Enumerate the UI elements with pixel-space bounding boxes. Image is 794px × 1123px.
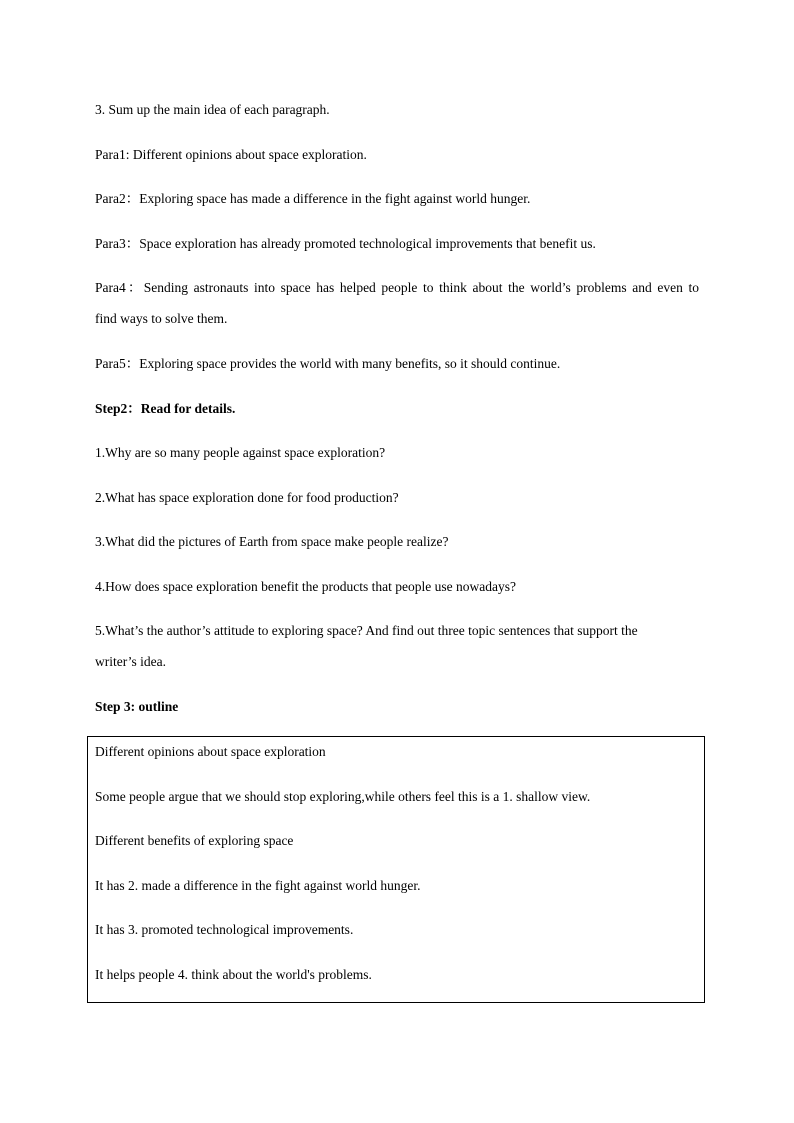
para4-summary-line2: find ways to solve them. bbox=[95, 311, 228, 326]
task3-heading: 3. Sum up the main idea of each paragraph. bbox=[95, 102, 330, 117]
para2-summary: Para2：Exploring space has made a difference in the fight against world hunger. bbox=[95, 191, 531, 206]
step3-heading: Step 3: outline bbox=[95, 699, 179, 714]
outline-line-2: Some people argue that we should stop exploring,while others feel this is a 1. shallow view. bbox=[95, 789, 591, 804]
outline-line-4: It has 2. made a difference in the fight against world hunger. bbox=[95, 878, 421, 893]
question-5-line1: 5.What’s the author’s attitude to exploring space? And find out three topic sentences that support the bbox=[95, 623, 638, 638]
question-5-line2: writer’s idea. bbox=[95, 654, 166, 669]
question-1: 1.Why are so many people against space exploration? bbox=[95, 445, 386, 460]
outline-line-3: Different benefits of exploring space bbox=[95, 833, 294, 848]
question-3: 3.What did the pictures of Earth from space make people realize? bbox=[95, 534, 449, 549]
para4-summary-line1: Para4：Sending astronauts into space has helped people to think about the world’s problems and even to bbox=[95, 280, 699, 295]
question-4: 4.How does space exploration benefit the products that people use nowadays? bbox=[95, 579, 516, 594]
outline-line-1: Different opinions about space exploration bbox=[95, 744, 326, 759]
step2-heading: Step2：Read for details. bbox=[95, 401, 236, 416]
outline-line-5: It has 3. promoted technological improvements. bbox=[95, 922, 354, 937]
outline-line-6: It helps people 4. think about the world's problems. bbox=[95, 967, 372, 982]
para5-summary: Para5：Exploring space provides the world with many benefits, so it should continue. bbox=[95, 356, 561, 371]
para3-summary: Para3：Space exploration has already promoted technological improvements that benefit us. bbox=[95, 236, 596, 251]
outline-box bbox=[87, 736, 705, 1003]
para1-summary: Para1: Different opinions about space exploration. bbox=[95, 147, 367, 162]
question-2: 2.What has space exploration done for food production? bbox=[95, 490, 399, 505]
